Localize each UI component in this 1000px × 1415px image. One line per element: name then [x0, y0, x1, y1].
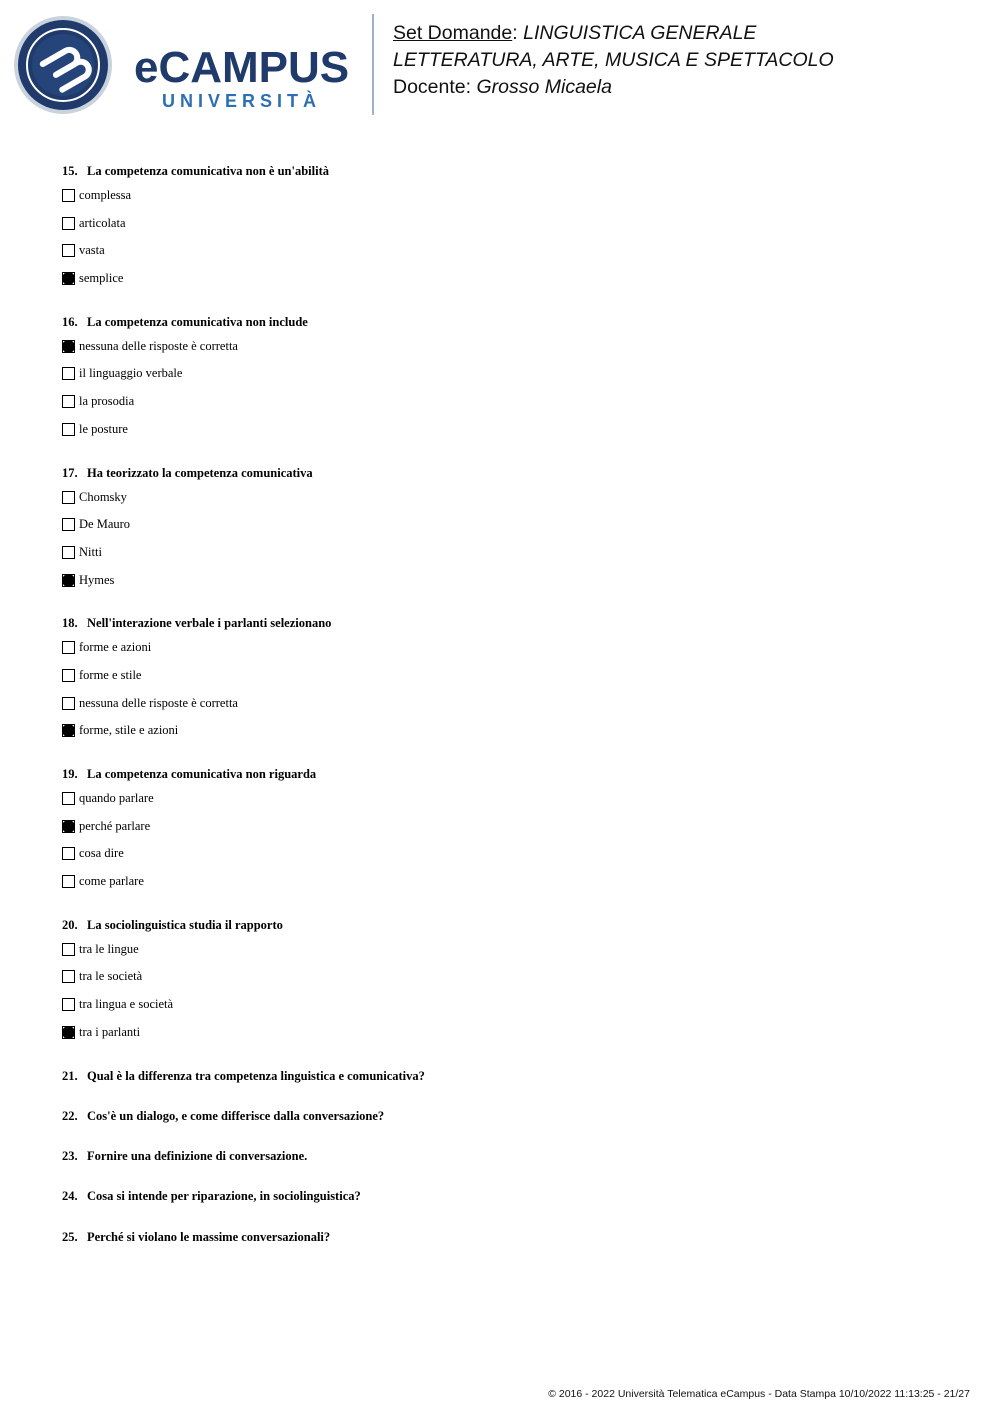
answer-option[interactable] [62, 516, 962, 544]
teacher-label: Docente [393, 76, 466, 98]
answer-option[interactable] [62, 968, 962, 996]
checkbox[interactable] [62, 641, 75, 654]
answer-option[interactable] [62, 873, 962, 901]
answer-option[interactable] [62, 1024, 962, 1052]
question-title [62, 914, 962, 941]
answer-label: forme e stile [79, 667, 142, 682]
question-title [62, 612, 962, 639]
question-number: 16. [62, 314, 78, 329]
answer-option[interactable] [62, 639, 962, 667]
course-name-line1: LINGUISTICA GENERALE [523, 22, 757, 44]
question-number: 22. [62, 1108, 78, 1123]
answer-label: Hymes [79, 572, 115, 587]
answer-label: nessuna delle risposte è corretta [79, 695, 238, 710]
answer-label: semplice [79, 271, 124, 286]
answer-label: articolata [79, 215, 126, 230]
question-text: Cosa si intende per riparazione, in sociolinguistica? [87, 1189, 361, 1204]
answer-label: tra lingua e società [79, 997, 174, 1012]
checkbox[interactable] [62, 395, 75, 408]
open-questions [62, 1065, 962, 1266]
svg-text:eCAMPUS: eCAMPUS [134, 43, 350, 92]
question-text: Perché si violano le massime conversazionali? [87, 1229, 331, 1244]
question-number: 23. [62, 1149, 78, 1164]
answer-label: il linguaggio verbale [79, 366, 183, 381]
answer-label: le posture [79, 421, 128, 436]
page-footer: © 2016 - 2022 Università Telematica eCampus - Data Stampa 10/10/2022 11:13:25 - 21/27 [548, 1388, 970, 1400]
answer-label: Chomsky [79, 489, 127, 504]
answer-option[interactable] [62, 215, 962, 243]
question-block [62, 311, 962, 449]
checkbox[interactable] [62, 792, 75, 805]
question-text: Cos'è un dialogo, e come differisce dalla conversazione? [87, 1108, 385, 1123]
checkbox[interactable] [62, 875, 75, 888]
checked-checkbox[interactable] [62, 820, 75, 833]
set-label: Set Domande [393, 22, 513, 44]
answer-option[interactable] [62, 845, 962, 873]
answer-option[interactable] [62, 818, 962, 846]
question-text: Nell'interazione verbale i parlanti selezionano [87, 616, 332, 631]
teacher-name: Grosso Micaela [476, 76, 612, 98]
checkbox[interactable] [62, 367, 75, 380]
answer-label: come parlare [79, 874, 144, 889]
open-question [62, 1105, 962, 1145]
answer-label: Nitti [79, 544, 102, 559]
answer-option[interactable] [62, 941, 962, 969]
question-title [62, 311, 962, 338]
answer-label: tra i parlanti [79, 1024, 141, 1039]
answer-option[interactable] [62, 695, 962, 723]
checkbox[interactable] [62, 546, 75, 559]
question-block [62, 160, 962, 298]
open-question [62, 1185, 962, 1225]
svg-text:UNIVERSITÀ: UNIVERSITÀ [162, 91, 322, 111]
question-number: 19. [62, 767, 78, 781]
checkbox[interactable] [62, 970, 75, 983]
open-question [62, 1065, 962, 1105]
checkbox[interactable] [62, 189, 75, 202]
question-list [62, 160, 962, 1266]
answer-option[interactable] [62, 572, 962, 600]
ecampus-logo [14, 14, 359, 118]
answer-option[interactable] [62, 365, 962, 393]
checkbox[interactable] [62, 697, 75, 710]
question-text: Ha teorizzato la competenza comunicativa [87, 465, 313, 480]
answer-label: nessuna delle risposte è corretta [79, 338, 238, 353]
answer-option[interactable] [62, 270, 962, 298]
question-number: 24. [62, 1189, 78, 1204]
answer-option[interactable] [62, 489, 962, 517]
checked-checkbox[interactable] [62, 724, 75, 737]
question-title [62, 462, 962, 489]
header-divider [372, 14, 374, 115]
checkbox[interactable] [62, 217, 75, 230]
question-number: 18. [62, 616, 78, 631]
open-question [62, 1226, 962, 1266]
answer-label: De Mauro [79, 517, 131, 532]
checkbox[interactable] [62, 423, 75, 436]
answer-label: perché parlare [79, 818, 151, 833]
checked-checkbox[interactable] [62, 340, 75, 353]
answer-label: tra le lingue [79, 941, 139, 956]
answer-option[interactable] [62, 421, 962, 449]
open-question [62, 1145, 962, 1185]
question-text: La competenza comunicativa non riguarda [87, 767, 317, 781]
checkbox[interactable] [62, 847, 75, 860]
answer-option[interactable] [62, 722, 962, 750]
question-number: 20. [62, 917, 78, 932]
answer-label: tra le società [79, 969, 143, 984]
answer-option[interactable] [62, 338, 962, 366]
answer-label: complessa [79, 188, 132, 202]
checkbox[interactable] [62, 943, 75, 956]
answer-option[interactable] [62, 544, 962, 572]
question-number: 17. [62, 465, 78, 480]
question-title [62, 160, 962, 187]
question-block [62, 763, 962, 901]
checkbox[interactable] [62, 244, 75, 257]
checkbox[interactable] [62, 518, 75, 531]
question-block [62, 462, 962, 600]
checked-checkbox[interactable] [62, 574, 75, 587]
answer-option[interactable] [62, 667, 962, 695]
question-number: 21. [62, 1068, 78, 1083]
course-name-line2: LETTERATURA, ARTE, MUSICA E SPETTACOLO [393, 49, 834, 71]
question-block [62, 612, 962, 750]
answer-option[interactable] [62, 393, 962, 421]
answer-label: la prosodia [79, 394, 135, 409]
question-text: La competenza comunicativa non è un'abilità [87, 164, 330, 178]
question-text: Qual è la differenza tra competenza linguistica e comunicativa? [87, 1068, 425, 1083]
answer-label: forme e azioni [79, 640, 152, 655]
question-title [62, 763, 962, 790]
checked-checkbox[interactable] [62, 1026, 75, 1039]
question-number: 15. [62, 164, 78, 178]
answer-label: forme, stile e azioni [79, 723, 179, 738]
answer-option[interactable] [62, 242, 962, 270]
checkbox[interactable] [62, 491, 75, 504]
page-header [0, 0, 1000, 130]
course-info: Set Domande: LINGUISTICA GENERALE LETTERATURA, ARTE, MUSICA E SPETTACOLO Docente: Grosso Micaela [393, 22, 834, 98]
question-text: La competenza comunicativa non include [87, 314, 308, 329]
checked-checkbox[interactable] [62, 272, 75, 285]
question-text: La sociolinguistica studia il rapporto [87, 917, 283, 932]
question-text: Fornire una definizione di conversazione. [87, 1149, 308, 1164]
answer-label: vasta [79, 243, 105, 258]
answer-label: quando parlare [79, 791, 154, 805]
answer-option[interactable] [62, 790, 962, 818]
answer-label: cosa dire [79, 846, 124, 861]
multiple-choice-questions [62, 160, 962, 1052]
checkbox[interactable] [62, 998, 75, 1011]
answer-option[interactable] [62, 187, 962, 215]
answer-option[interactable] [62, 996, 962, 1024]
question-number: 25. [62, 1229, 78, 1244]
question-block [62, 914, 962, 1052]
checkbox[interactable] [62, 669, 75, 682]
